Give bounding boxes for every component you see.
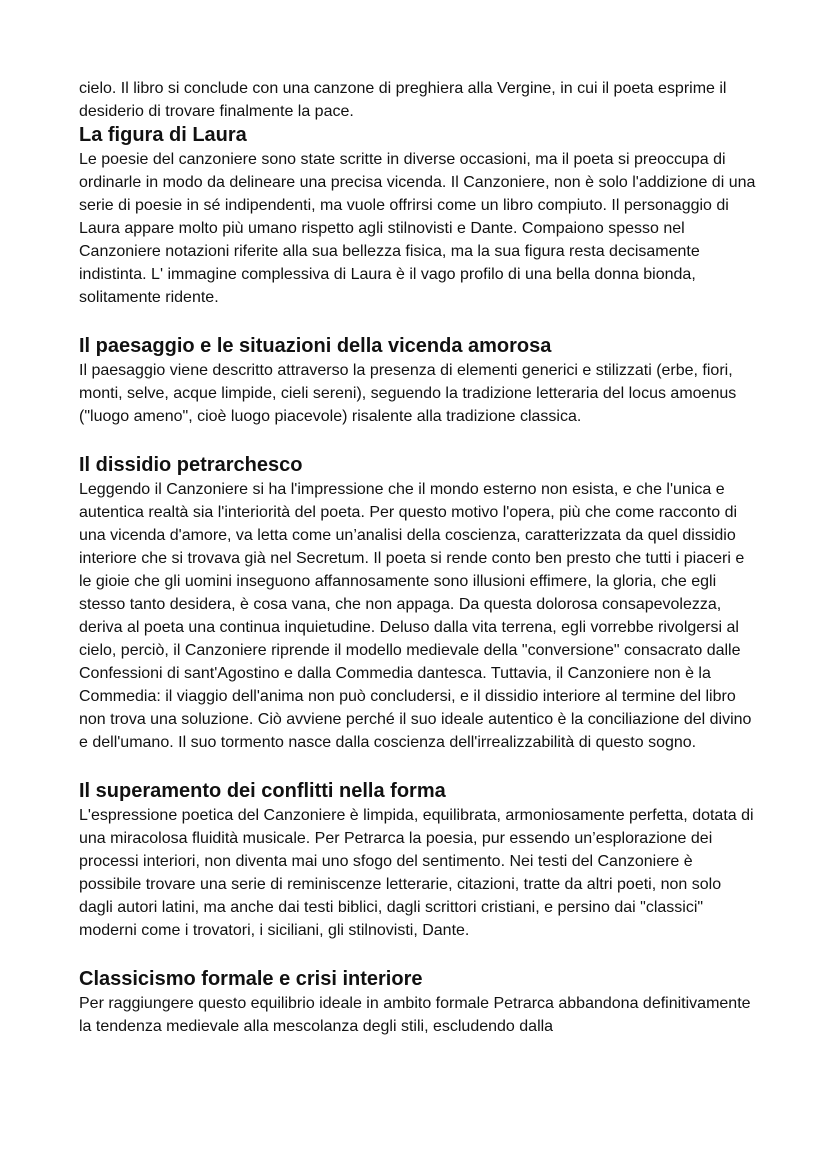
- section-classicismo: [79, 967, 758, 1038]
- section-body: Per raggiungere questo equilibrio ideale in ambito formale Petrarca abbandona definitivamente la tendenza medievale alla mescolanza degli stili, escludendo dalla: [79, 995, 751, 1035]
- section-body: L'espressione poetica del Canzoniere è limpida, equilibrata, armoniosamente perfetta, dotata di una miracolosa fluidità musicale. Per Petrarca la poesia, pur essendo un’esplorazione dei processi interiori, non diventa mai uno sfogo del sentimento. Nei testi del Canzoniere è possibile trovare una serie di reminiscenze letterarie, citazioni, tratte da altri poeti, non solo dagli autori latini, ma anche dai testi biblici, dagli scrittori cristiani, e persino dai "classici" moderni come i trovatori, i siciliani, gli stilnovisti, Dante.: [79, 807, 754, 939]
- section-dissidio: [79, 453, 758, 754]
- section-body: Il paesaggio viene descritto attraverso la presenza di elementi generici e stilizzati (erbe, fiori, monti, selve, acque limpide, cieli sereni), seguendo la tradizione letteraria del locus amoenus ("luogo ameno", cioè luogo piacevole) risalente alla tradizione classica.: [79, 362, 737, 425]
- section-heading: La figura di Laura: [79, 124, 247, 146]
- section-heading: Classicismo formale e crisi interiore: [79, 968, 423, 990]
- section-heading: Il paesaggio e le situazioni della vicenda amorosa: [79, 335, 552, 357]
- section-body: Le poesie del canzoniere sono state scritte in diverse occasioni, ma il poeta si preoccupa di ordinarle in modo da delineare una precisa vicenda. Il Canzoniere, non è solo l'addizione di una serie di poesie in sé indipendenti, ma vuole offrirsi come un libro compiuto. Il personaggio di Laura appare molto più umano rispetto agli stilnovisti e Dante. Compaiono spesso nel Canzoniere notazioni riferite alla sua bellezza fisica, ma la sua figura resta decisamente indistinta. L' immagine complessiva di Laura è il vago profilo di una bella donna bionda, solitamente ridente.: [79, 151, 756, 306]
- section-body: Leggendo il Canzoniere si ha l'impressione che il mondo esterno non esista, e che l'unica e autentica realtà sia l'interiorità del poeta. Per questo motivo l'opera, più che come racconto di una vicenda d'amore, va letta come un’analisi della coscienza, caratterizzata da quel dissidio interiore che si trovava già nel Secretum. Il poeta si rende conto ben presto che tutti i piaceri e le gioie che gli uomini inseguono affannosamente sono illusioni effimere, la gloria, che egli stesso tanto desidera, è cosa vana, che non appaga. Da questa dolorosa consapevolezza, deriva al poeta una continua inquietudine. Deluso dalla vita terrena, egli vorrebbe rivolgersi al cielo, perciò, il Canzoniere riprende il modello medievale della "conversione" consacrato dalle Confessioni di sant'Agostino e dalla Commedia dantesca. Tuttavia, il Canzoniere non è la Commedia: il viaggio dell'anima non può concludersi, e il dissidio interiore al termine del libro non trova una soluzione. Ciò avviene perché il suo ideale autentico è la conciliazione del divino e dell'umano. Il suo tormento nasce dalla coscienza dell'irrealizzabilità di questo sogno.: [79, 481, 752, 751]
- section-paesaggio: [79, 334, 758, 428]
- section-superamento: [79, 779, 758, 942]
- intro-paragraph: cielo. Il libro si conclude con una canzone di preghiera alla Vergine, in cui il poeta esprime il desiderio di trovare finalmente la pace.: [79, 80, 727, 120]
- section-heading: Il dissidio petrarchesco: [79, 454, 303, 476]
- section-heading: Il superamento dei conflitti nella forma: [79, 780, 446, 802]
- section-figura-laura: [79, 123, 758, 309]
